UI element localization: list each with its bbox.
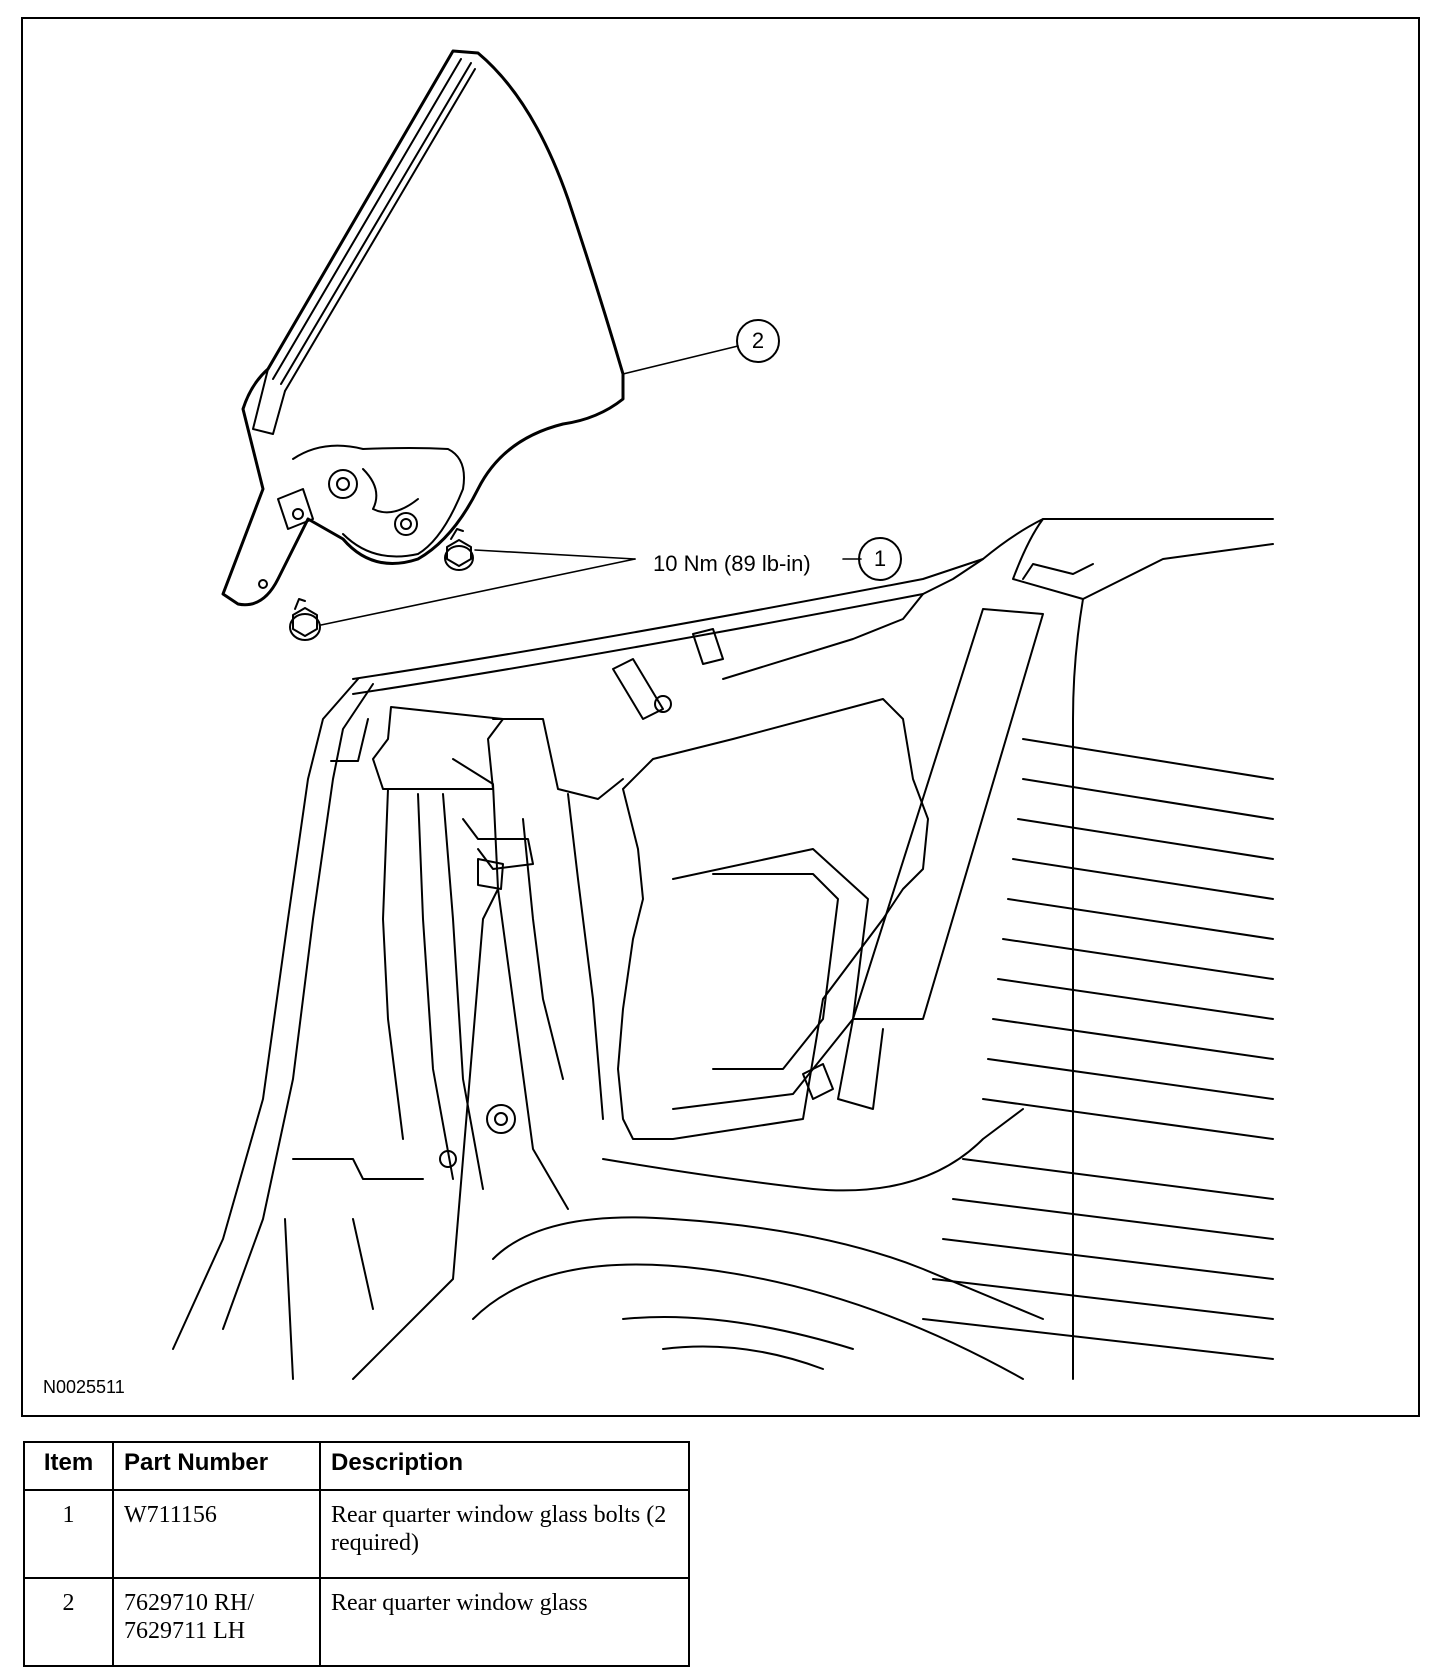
callout-2-label: 2: [751, 328, 765, 353]
figure-id: N0025511: [43, 1377, 125, 1397]
vehicle-body-drawing: [173, 519, 1273, 1379]
header-item: Item: [24, 1442, 113, 1490]
item-cell: 2: [24, 1578, 113, 1666]
torque-spec: 10 Nm (89 lb-in): [653, 551, 811, 576]
part-number-cell: W711156: [113, 1490, 320, 1578]
table-row: [24, 1578, 689, 1666]
description-cell: Rear quarter window glass bolts (2 required): [320, 1490, 689, 1578]
leader-lines: [321, 346, 861, 625]
table-row: [24, 1490, 689, 1578]
window-glass-drawing: [223, 51, 623, 605]
table-header-row: [24, 1442, 689, 1490]
part-number-cell: 7629710 RH/ 7629711 LH: [113, 1578, 320, 1666]
bolt-lower: [290, 599, 320, 640]
diagram-frame: [21, 17, 1420, 1417]
item-cell: 1: [24, 1490, 113, 1578]
rear-quarter-window-illustration: [23, 19, 1418, 1415]
callout-1-label: 1: [873, 546, 887, 571]
parts-table: [23, 1441, 690, 1667]
header-description: Description: [320, 1442, 689, 1490]
header-part-number: Part Number: [113, 1442, 320, 1490]
description-cell: Rear quarter window glass: [320, 1578, 689, 1666]
